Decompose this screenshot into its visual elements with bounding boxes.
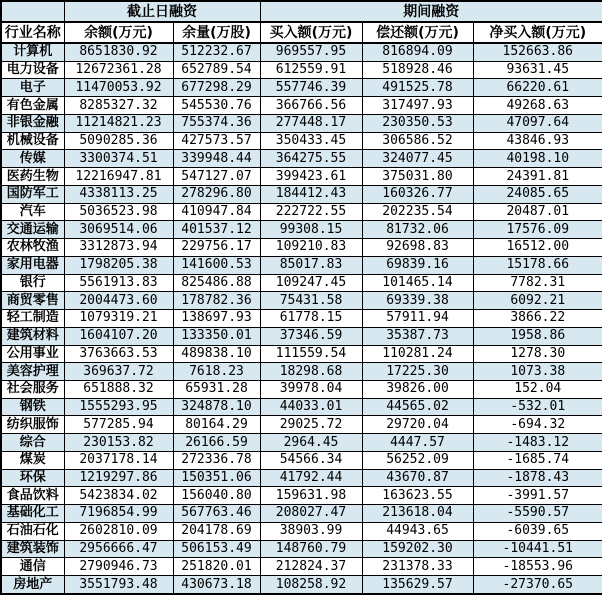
table-row[interactable]: [1, 363, 602, 381]
value-cell: 5090285.36: [64, 132, 173, 150]
value-cell: 12216947.81: [64, 168, 173, 186]
value-cell: 577285.94: [64, 416, 173, 434]
value-cell: 109210.83: [260, 239, 362, 257]
table-header: [1, 1, 602, 43]
value-cell: 204178.69: [173, 522, 260, 540]
value-cell: 44565.02: [362, 398, 473, 416]
value-cell: 17576.09: [473, 221, 602, 239]
table-row[interactable]: [1, 79, 602, 97]
value-cell: 1278.30: [473, 345, 602, 363]
corner-cell: [1, 1, 64, 22]
value-cell: 109247.45: [260, 274, 362, 292]
value-cell: 17225.30: [362, 363, 473, 381]
value-cell: 178782.36: [173, 292, 260, 310]
table-row[interactable]: [1, 239, 602, 257]
value-cell: 547127.07: [173, 168, 260, 186]
industry-cell: 钢铁: [1, 398, 64, 416]
value-cell: 5036523.98: [64, 203, 173, 221]
table-row[interactable]: [1, 558, 602, 576]
value-cell: 29025.72: [260, 416, 362, 434]
industry-cell: 建筑装饰: [1, 540, 64, 558]
value-cell: 816894.09: [362, 43, 473, 61]
value-cell: 69839.16: [362, 256, 473, 274]
value-cell: 69339.38: [362, 292, 473, 310]
value-cell: -1878.43: [473, 469, 602, 487]
value-cell: 2964.45: [260, 434, 362, 452]
value-cell: 369637.72: [64, 363, 173, 381]
value-cell: 230153.82: [64, 434, 173, 452]
value-cell: 43670.87: [362, 469, 473, 487]
table-row[interactable]: [1, 274, 602, 292]
column-header-balance[interactable]: 余额(万元): [64, 22, 173, 43]
value-cell: 375031.80: [362, 168, 473, 186]
industry-cell: 纺织服饰: [1, 416, 64, 434]
industry-cell: 石油石化: [1, 522, 64, 540]
value-cell: 2956666.47: [64, 540, 173, 558]
value-cell: 75431.58: [260, 292, 362, 310]
table-row[interactable]: [1, 416, 602, 434]
industry-cell: 汽车: [1, 203, 64, 221]
value-cell: 491525.78: [362, 79, 473, 97]
value-cell: 12672361.28: [64, 61, 173, 79]
value-cell: -1685.74: [473, 451, 602, 469]
industry-cell: 机械设备: [1, 132, 64, 150]
industry-cell: 银行: [1, 274, 64, 292]
value-cell: -5590.57: [473, 505, 602, 523]
value-cell: 7782.31: [473, 274, 602, 292]
value-cell: 410947.84: [173, 203, 260, 221]
column-header-row: [1, 22, 602, 43]
value-cell: 208027.47: [260, 505, 362, 523]
value-cell: 7618.23: [173, 363, 260, 381]
table-row[interactable]: [1, 434, 602, 452]
industry-cell: 传媒: [1, 150, 64, 168]
value-cell: 1604107.20: [64, 327, 173, 345]
table-row[interactable]: [1, 380, 602, 398]
value-cell: 3300374.51: [64, 150, 173, 168]
value-cell: 430673.18: [173, 576, 260, 594]
value-cell: 2004473.60: [64, 292, 173, 310]
group-header-row: [1, 1, 602, 22]
value-cell: 229756.17: [173, 239, 260, 257]
table-row[interactable]: [1, 292, 602, 310]
value-cell: 278296.80: [173, 185, 260, 203]
value-cell: 24391.81: [473, 168, 602, 186]
column-header-repay-amount[interactable]: 偿还额(万元): [362, 22, 473, 43]
value-cell: 29720.04: [362, 416, 473, 434]
value-cell: 11214821.23: [64, 114, 173, 132]
value-cell: 1219297.86: [64, 469, 173, 487]
value-cell: 545530.76: [173, 97, 260, 115]
value-cell: 3312873.94: [64, 239, 173, 257]
value-cell: 277448.17: [260, 114, 362, 132]
value-cell: 557746.39: [260, 79, 362, 97]
value-cell: 3866.22: [473, 310, 602, 328]
value-cell: 148760.79: [260, 540, 362, 558]
industry-cell: 商贸零售: [1, 292, 64, 310]
group-header-cutoff-financing: 截止日融资: [64, 1, 260, 22]
table-row[interactable]: [1, 168, 602, 186]
industry-cell: 社会服务: [1, 380, 64, 398]
industry-cell: 医药生物: [1, 168, 64, 186]
value-cell: 350433.45: [260, 132, 362, 150]
value-cell: 2037178.14: [64, 451, 173, 469]
value-cell: 2602810.09: [64, 522, 173, 540]
value-cell: 1555293.95: [64, 398, 173, 416]
value-cell: 364275.55: [260, 150, 362, 168]
value-cell: -694.32: [473, 416, 602, 434]
column-header-buy-amount[interactable]: 买入额(万元): [260, 22, 362, 43]
value-cell: 99308.15: [260, 221, 362, 239]
value-cell: 152663.86: [473, 43, 602, 61]
value-cell: 212824.37: [260, 558, 362, 576]
industry-cell: 环保: [1, 469, 64, 487]
industry-cell: 有色金属: [1, 97, 64, 115]
value-cell: 18298.68: [260, 363, 362, 381]
table-row[interactable]: [1, 203, 602, 221]
industry-cell: 美容护理: [1, 363, 64, 381]
value-cell: 506153.49: [173, 540, 260, 558]
industry-cell: 轻工制造: [1, 310, 64, 328]
value-cell: 3551793.48: [64, 576, 173, 594]
value-cell: 159202.30: [362, 540, 473, 558]
table-row[interactable]: [1, 310, 602, 328]
table-row[interactable]: [1, 185, 602, 203]
industry-cell: 家用电器: [1, 256, 64, 274]
value-cell: -3991.57: [473, 487, 602, 505]
industry-cell: 非银金融: [1, 114, 64, 132]
table-row[interactable]: [1, 43, 602, 61]
value-cell: 1958.86: [473, 327, 602, 345]
table-row[interactable]: [1, 97, 602, 115]
value-cell: 677298.29: [173, 79, 260, 97]
value-cell: 317497.93: [362, 97, 473, 115]
industry-cell: 通信: [1, 558, 64, 576]
table-row[interactable]: [1, 505, 602, 523]
table-row[interactable]: [1, 576, 602, 594]
value-cell: 399423.61: [260, 168, 362, 186]
industry-cell: 公用事业: [1, 345, 64, 363]
table-body: [1, 43, 602, 594]
value-cell: 43846.93: [473, 132, 602, 150]
table-row[interactable]: [1, 540, 602, 558]
value-cell: 39826.00: [362, 380, 473, 398]
table-row[interactable]: [1, 61, 602, 79]
value-cell: 38903.99: [260, 522, 362, 540]
table-row[interactable]: [1, 522, 602, 540]
value-cell: 5423834.02: [64, 487, 173, 505]
value-cell: 54566.34: [260, 451, 362, 469]
industry-cell: 煤炭: [1, 451, 64, 469]
value-cell: 489838.10: [173, 345, 260, 363]
value-cell: 85017.83: [260, 256, 362, 274]
value-cell: 231378.33: [362, 558, 473, 576]
value-cell: 567763.46: [173, 505, 260, 523]
value-cell: 4338113.25: [64, 185, 173, 203]
value-cell: 652789.54: [173, 61, 260, 79]
value-cell: 49268.63: [473, 97, 602, 115]
value-cell: 202235.54: [362, 203, 473, 221]
value-cell: 44943.65: [362, 522, 473, 540]
value-cell: 141600.53: [173, 256, 260, 274]
value-cell: 339948.44: [173, 150, 260, 168]
industry-cell: 房地产: [1, 576, 64, 594]
value-cell: 40198.10: [473, 150, 602, 168]
value-cell: 152.04: [473, 380, 602, 398]
value-cell: 110281.24: [362, 345, 473, 363]
value-cell: 4447.57: [362, 434, 473, 452]
value-cell: 57911.94: [362, 310, 473, 328]
value-cell: 651888.32: [64, 380, 173, 398]
value-cell: 80164.29: [173, 416, 260, 434]
value-cell: 427573.57: [173, 132, 260, 150]
value-cell: 8651830.92: [64, 43, 173, 61]
value-cell: 150351.06: [173, 469, 260, 487]
value-cell: 93631.45: [473, 61, 602, 79]
value-cell: 61778.15: [260, 310, 362, 328]
value-cell: 11470053.92: [64, 79, 173, 97]
value-cell: 3763663.53: [64, 345, 173, 363]
value-cell: 37346.59: [260, 327, 362, 345]
table-row[interactable]: [1, 114, 602, 132]
value-cell: 108258.92: [260, 576, 362, 594]
value-cell: 20487.01: [473, 203, 602, 221]
table-row[interactable]: [1, 221, 602, 239]
value-cell: 401537.12: [173, 221, 260, 239]
value-cell: -27370.65: [473, 576, 602, 594]
value-cell: 324077.45: [362, 150, 473, 168]
value-cell: 184412.43: [260, 185, 362, 203]
industry-cell: 综合: [1, 434, 64, 452]
value-cell: 324878.10: [173, 398, 260, 416]
value-cell: 512232.67: [173, 43, 260, 61]
value-cell: 272336.78: [173, 451, 260, 469]
value-cell: 222722.55: [260, 203, 362, 221]
value-cell: 366766.56: [260, 97, 362, 115]
value-cell: 26166.59: [173, 434, 260, 452]
value-cell: -532.01: [473, 398, 602, 416]
value-cell: 7196854.99: [64, 505, 173, 523]
table-row[interactable]: [1, 132, 602, 150]
value-cell: 163623.55: [362, 487, 473, 505]
industry-cell: 交通运输: [1, 221, 64, 239]
value-cell: -10441.51: [473, 540, 602, 558]
value-cell: 612559.91: [260, 61, 362, 79]
industry-cell: 电子: [1, 79, 64, 97]
value-cell: 111559.54: [260, 345, 362, 363]
value-cell: 1798205.38: [64, 256, 173, 274]
value-cell: 66220.61: [473, 79, 602, 97]
value-cell: 3069514.06: [64, 221, 173, 239]
value-cell: 825486.88: [173, 274, 260, 292]
industry-cell: 电力设备: [1, 61, 64, 79]
value-cell: 969557.95: [260, 43, 362, 61]
industry-cell: 建筑材料: [1, 327, 64, 345]
industry-cell: 农林牧渔: [1, 239, 64, 257]
value-cell: 56252.09: [362, 451, 473, 469]
value-cell: 306586.52: [362, 132, 473, 150]
value-cell: 133350.01: [173, 327, 260, 345]
value-cell: 16512.00: [473, 239, 602, 257]
value-cell: 6092.21: [473, 292, 602, 310]
table-row[interactable]: [1, 150, 602, 168]
value-cell: 230350.53: [362, 114, 473, 132]
value-cell: 213618.04: [362, 505, 473, 523]
value-cell: 159631.98: [260, 487, 362, 505]
table-row[interactable]: [1, 469, 602, 487]
group-header-period-financing: 期间融资: [260, 1, 602, 22]
column-header-industry[interactable]: 行业名称: [1, 22, 64, 43]
value-cell: 8285327.32: [64, 97, 173, 115]
industry-cell: 基础化工: [1, 505, 64, 523]
value-cell: -1483.12: [473, 434, 602, 452]
value-cell: 5561913.83: [64, 274, 173, 292]
column-header-volume[interactable]: 余量(万股): [173, 22, 260, 43]
industry-cell: 国防军工: [1, 185, 64, 203]
value-cell: 35387.73: [362, 327, 473, 345]
value-cell: 44033.01: [260, 398, 362, 416]
industry-cell: 食品饮料: [1, 487, 64, 505]
value-cell: 81732.06: [362, 221, 473, 239]
table-row[interactable]: [1, 398, 602, 416]
value-cell: 41792.44: [260, 469, 362, 487]
table-row[interactable]: [1, 487, 602, 505]
value-cell: 251820.01: [173, 558, 260, 576]
table-row[interactable]: [1, 327, 602, 345]
table-row[interactable]: [1, 256, 602, 274]
value-cell: -6039.65: [473, 522, 602, 540]
value-cell: 135629.57: [362, 576, 473, 594]
table-row[interactable]: [1, 345, 602, 363]
value-cell: 101465.14: [362, 274, 473, 292]
value-cell: 47097.64: [473, 114, 602, 132]
value-cell: 160326.77: [362, 185, 473, 203]
value-cell: 39978.04: [260, 380, 362, 398]
industry-cell: 计算机: [1, 43, 64, 61]
value-cell: 65931.28: [173, 380, 260, 398]
value-cell: 1073.38: [473, 363, 602, 381]
value-cell: 15178.66: [473, 256, 602, 274]
table-row[interactable]: [1, 451, 602, 469]
column-header-net-buy-amount[interactable]: 净买入额(万元): [473, 22, 602, 43]
value-cell: 1079319.21: [64, 310, 173, 328]
value-cell: 2790946.73: [64, 558, 173, 576]
value-cell: -18553.96: [473, 558, 602, 576]
value-cell: 518928.46: [362, 61, 473, 79]
value-cell: 24085.65: [473, 185, 602, 203]
value-cell: 138697.93: [173, 310, 260, 328]
value-cell: 92698.83: [362, 239, 473, 257]
value-cell: 755374.36: [173, 114, 260, 132]
value-cell: 156040.80: [173, 487, 260, 505]
